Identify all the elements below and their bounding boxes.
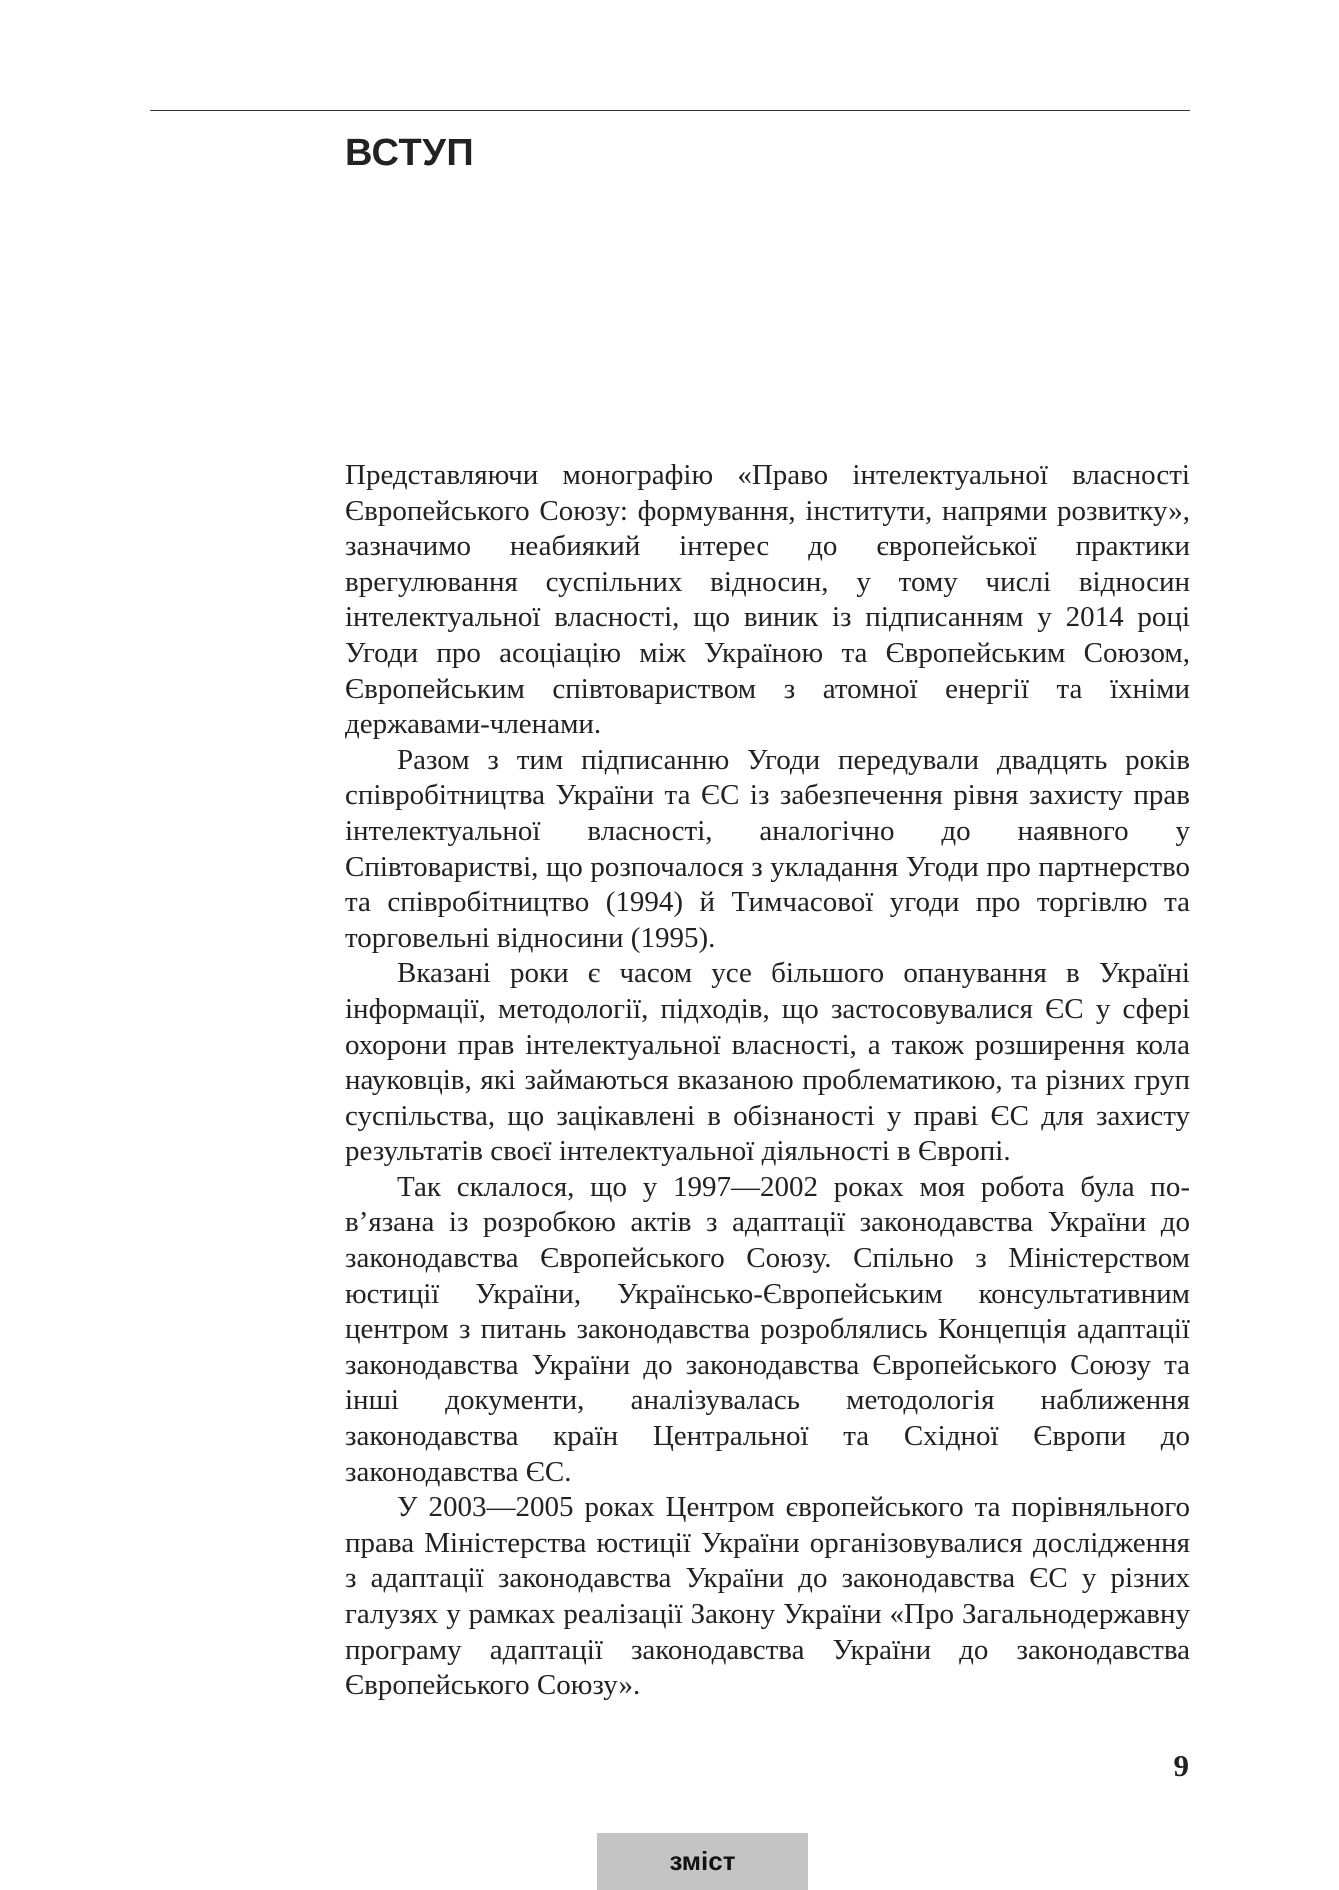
paragraph-2: Разом з тим підписанню Угоди передували двадцять років співробітництва України та ЄС із забезпечення рівня захисту прав інтелектуальної власності, аналогічно до наявного у Співтоваристві, що розпочалося з укладання Угоди про партнерство та співробітництво (1994) й Тимчасової угоди про торгівлю та торговельні відносини (1995). bbox=[345, 743, 1190, 954]
paragraph-4: Так склалося, що у 1997—2002 роках моя робота була пов’язана із розробкою актів з адаптації законодавства України до законодавства Європейського Союзу. Спільно з Міністерством юстиції України, Українсько-Європейським консультативним центром з питань законодавства розроблялись Концепція адаптації законодавства України до законодавства Європейського Союзу та інші документи, аналізувалась методологія наближення законодавства країн Центральної та Східної Європи до законодавства ЄС. bbox=[345, 1170, 1190, 1488]
paragraph-3: Вказані роки є часом усе більшого опанування в Україні інформації, методології, підходів, що застосовувалися ЄС у сфері охорони прав інтелектуальної власності, а також розширення кола науковців, які займаються вказаною проблематикою, та різних груп суспільства, що зацікавлені в обізнаності у праві ЄС для захисту результатів своєї інтелектуальної діяльності в Європі. bbox=[345, 957, 1190, 1168]
paragraph-5: У 2003—2005 роках Центром європейського та порівняльного права Міністерства юстиції України організовувалися дослідження з адаптації законодавства України до законодавства ЄС у різних галузях у рамках реалізації Закону України «Про Загальнодержавну програму адаптації законодавства України до законодавства Європейського Союзу». bbox=[345, 1491, 1190, 1702]
table-of-contents-button[interactable]: зміст bbox=[597, 1833, 808, 1890]
page-number: 9 bbox=[1173, 1748, 1189, 1783]
body-text bbox=[345, 458, 1190, 1704]
page-title: ВСТУП bbox=[345, 132, 475, 174]
header-rule bbox=[150, 110, 1190, 111]
paragraph-1: Представляючи монографію «Право інтелектуальної власності Європейського Союзу: формування, інститути, напрями розвитку», зазначимо неабиякий інтерес до європейської практики врегулювання суспільних відносин, у тому числі відносин інтелектуальної власності, що виник із підписанням у 2014 році Угоди про асоціацію між Україною та Європейським Союзом, Європейським співтовариством з атомної енергії та їхніми державами-членами. bbox=[345, 459, 1190, 741]
